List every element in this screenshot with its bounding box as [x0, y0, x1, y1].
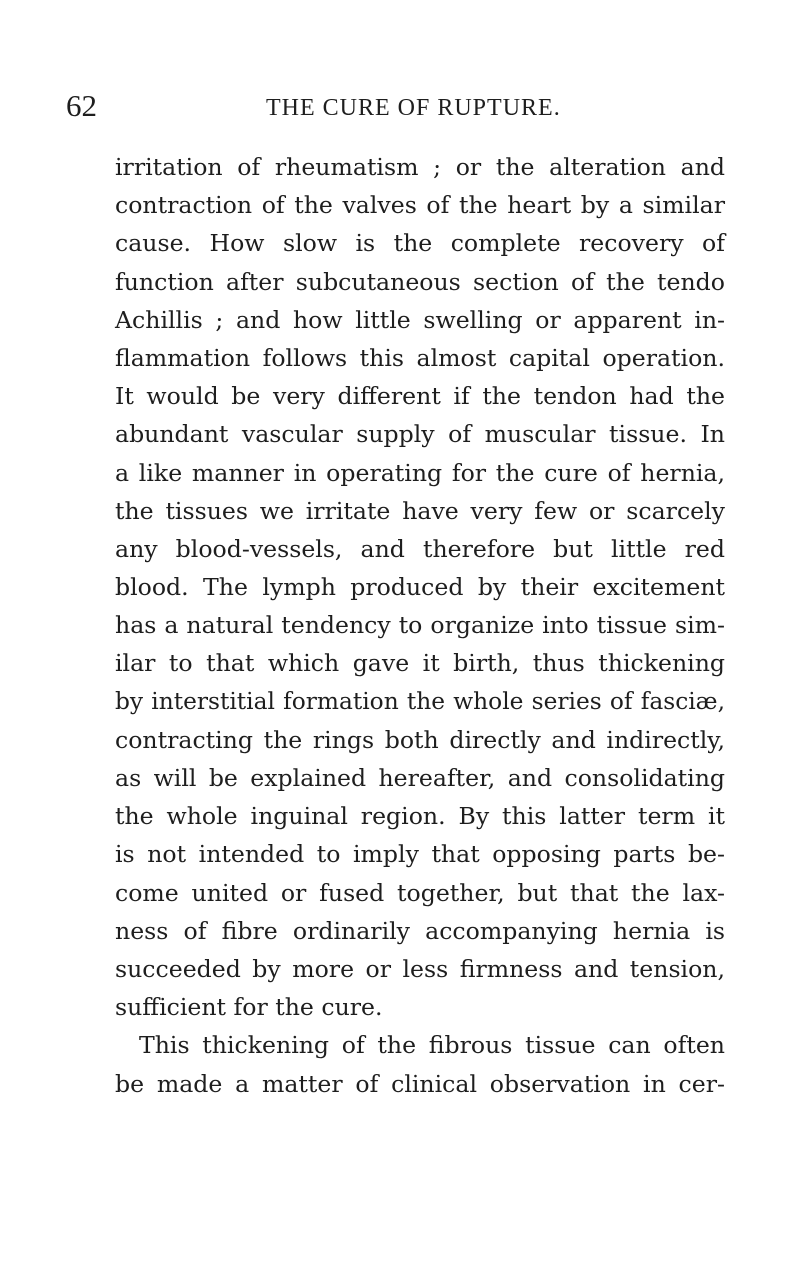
text-line: ilar to that which gave it birth, thus thickening — [115, 649, 725, 678]
text-line: is not intended to imply that opposing parts be- — [115, 840, 725, 869]
text-line: Achillis ; and how little swelling or apparent in- — [115, 305, 725, 334]
text-line: the tissues we irritate have very few or scarcely — [115, 496, 725, 525]
text-line: blood. The lymph produced by their excitement — [115, 573, 725, 602]
text-line: a like manner in operating for the cure of hernia, — [115, 458, 725, 487]
text-line: be made a matter of clinical observation in cer- — [115, 1069, 725, 1098]
text-line: It would be very different if the tendon had the — [115, 382, 725, 411]
body-text — [115, 148, 725, 1103]
page-number: 62 — [66, 88, 97, 123]
text-line: any blood-vessels, and therefore but little red — [115, 534, 725, 563]
text-line: flammation follows this almost capital operation. — [115, 343, 725, 372]
text-line: contracting the rings both directly and indirectly, — [115, 725, 725, 754]
text-line: the whole inguinal region. By this latter term it — [115, 802, 725, 831]
text-line: by interstitial formation the whole series of fasciæ, — [115, 687, 725, 715]
text-line: cause. How slow is the complete recovery of — [115, 229, 725, 258]
text-line: has a natural tendency to organize into tissue sim- — [115, 611, 725, 640]
text-line: ness of fibre ordinarily accompanying hernia is — [115, 916, 725, 945]
text-line: come united or fused together, but that the lax- — [115, 878, 725, 907]
text-line: abundant vascular supply of muscular tissue. In — [115, 420, 725, 449]
text-line: This thickening of the fibrous tissue can often — [139, 1031, 725, 1060]
text-line: as will be explained hereafter, and consolidating — [115, 764, 725, 792]
text-line: function after subcutaneous section of the tendo — [115, 267, 725, 296]
text-line: contraction of the valves of the heart by a similar — [115, 191, 725, 220]
running-head: THE CURE OF RUPTURE. — [266, 95, 561, 121]
text-line: sufficient for the cure. — [115, 993, 383, 1022]
text-line: succeeded by more or less firmness and tension, — [115, 954, 725, 983]
text-line: irritation of rheumatism ; or the alteration and — [115, 153, 725, 181]
page-header — [66, 86, 734, 126]
